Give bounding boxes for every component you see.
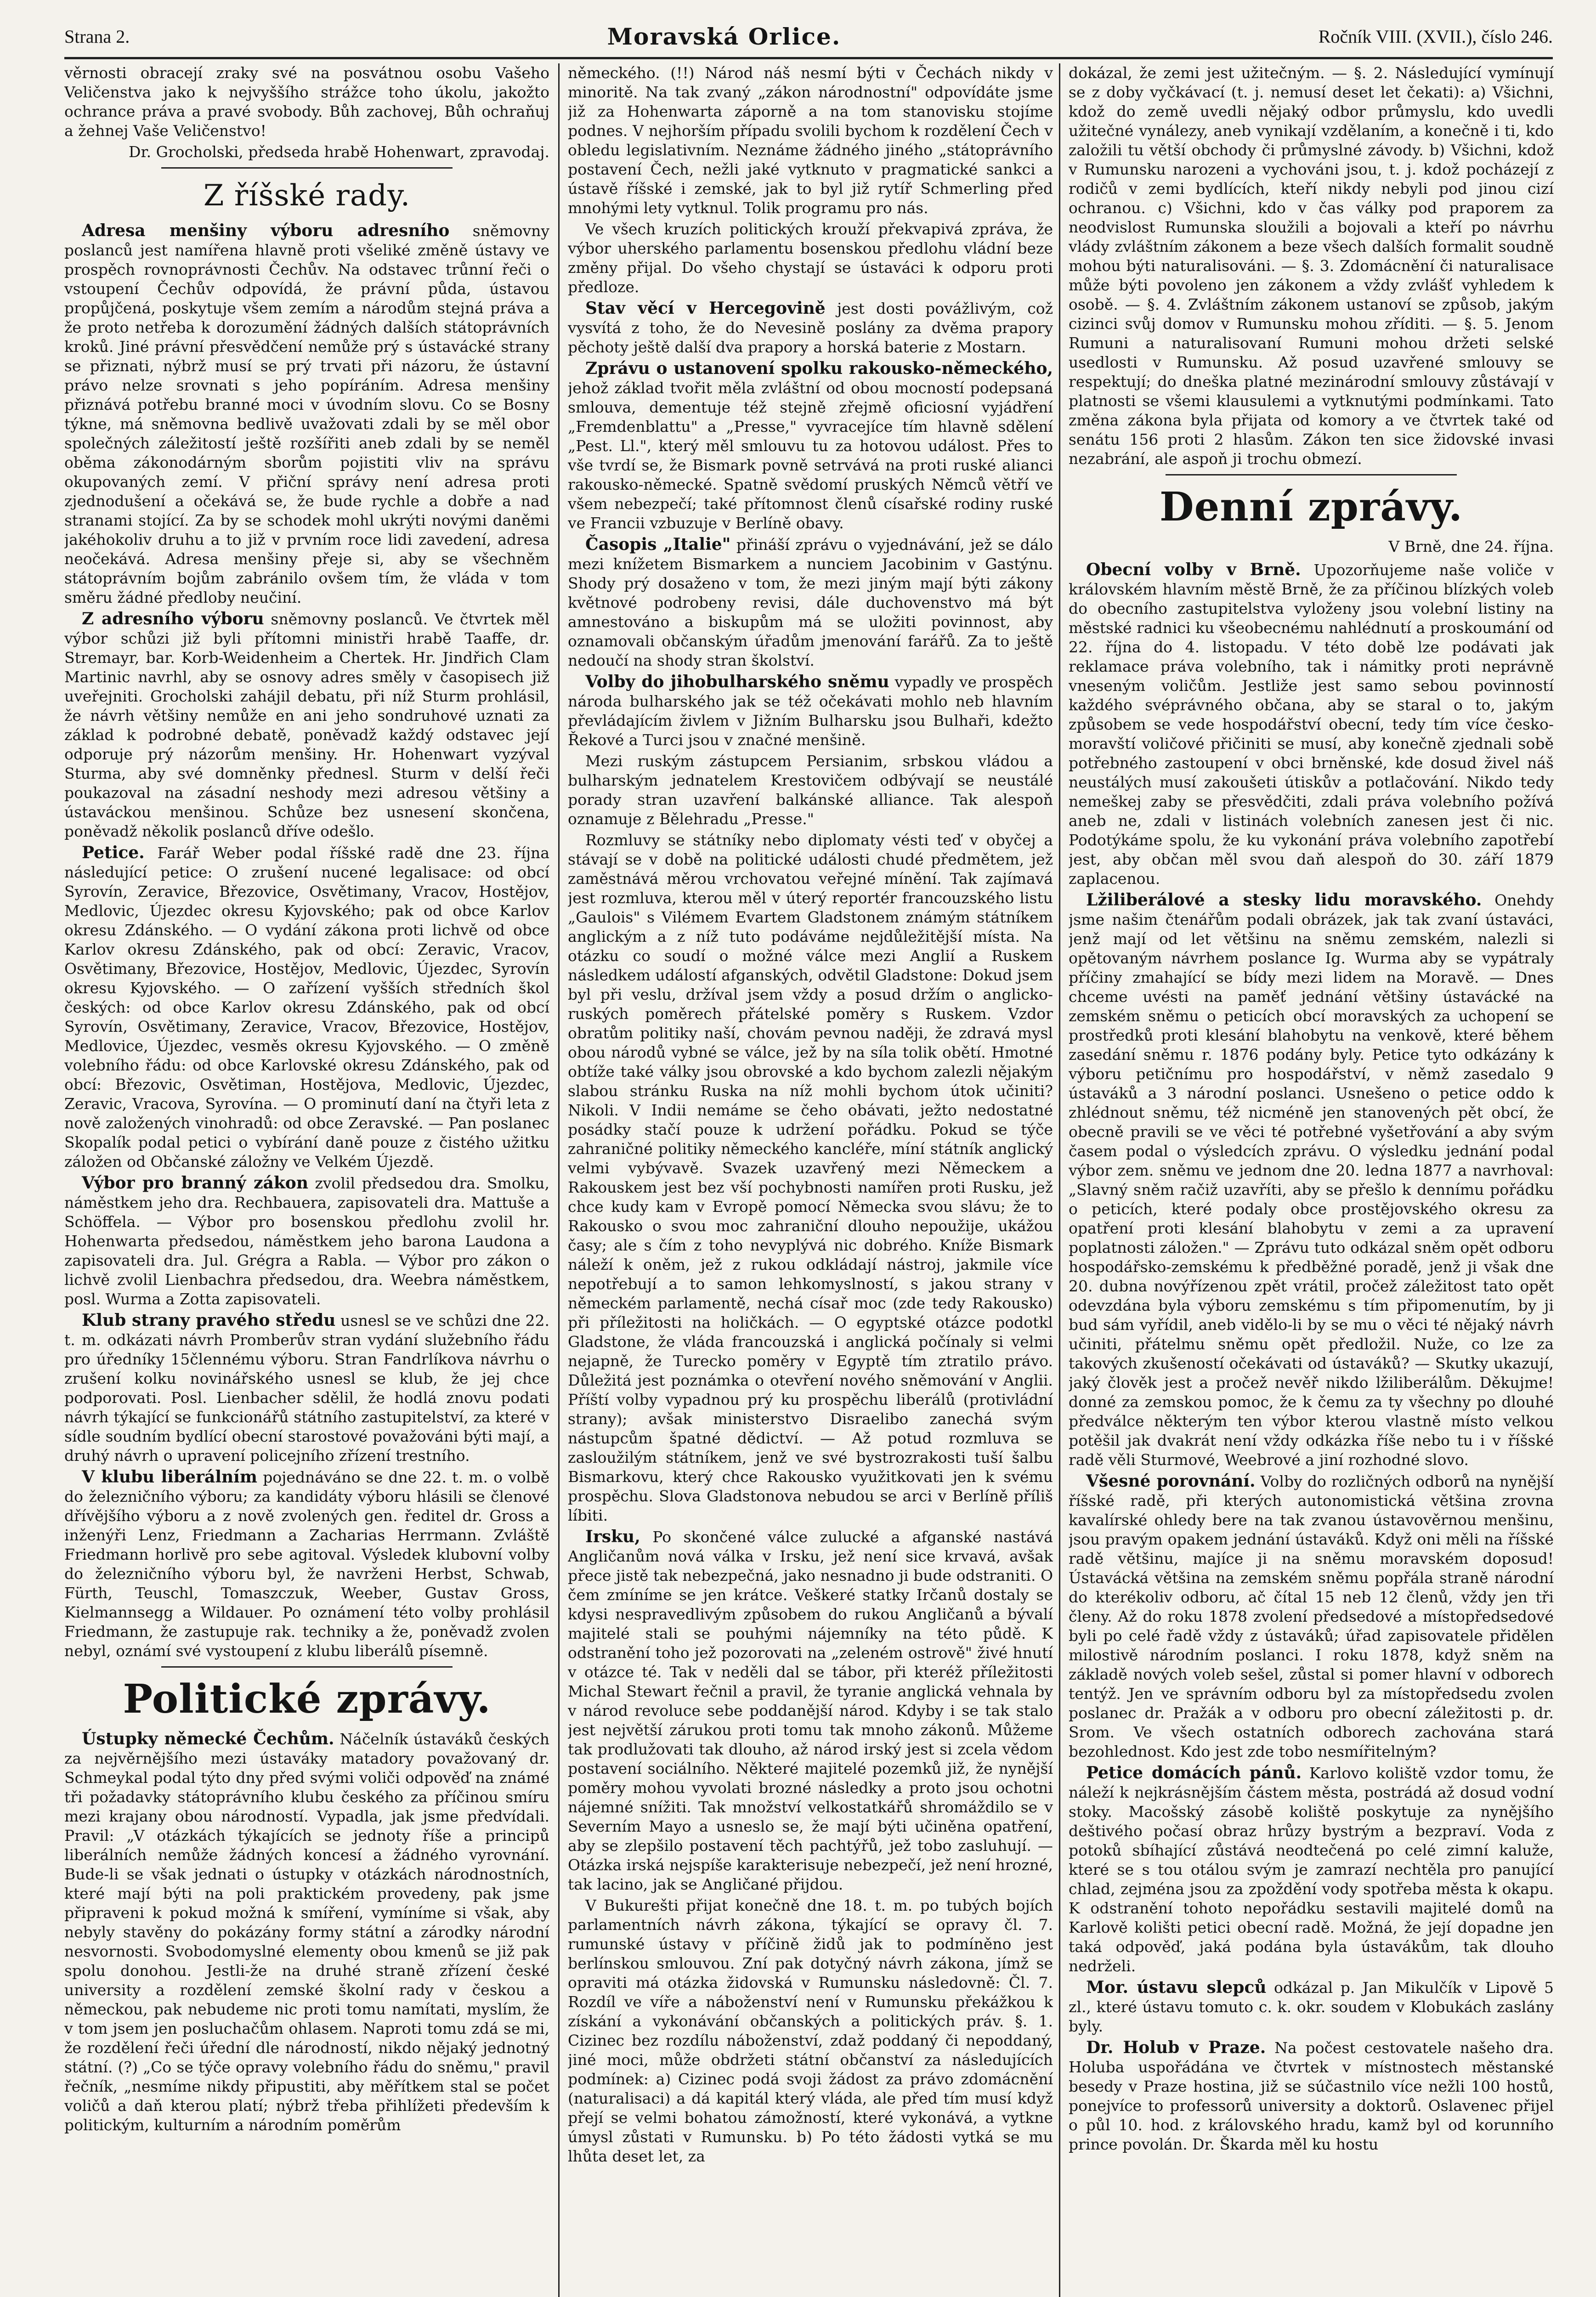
page-header [64, 16, 1553, 59]
column-2 [568, 63, 1053, 2297]
article-text: přináší zprávu o vyjednávání, jež se dálo mezi knížetem Bismarkem a nunciem Jacobinim v Gastýnu. Shody prý dosaženo v tom, že mezi jiným mají býti zákony květnové podrobeny revisi, dále duchovenstvo má být amnestováno a biskupům má se uložiti povinnost, aby oznamovali občanským úřadům jmenování farářů. Za to ještě nedoučí na shody stran školství. [568, 536, 1053, 669]
article-paragraph [1069, 560, 1554, 888]
article-paragraph [568, 299, 1053, 357]
article-paragraph [64, 1173, 549, 1309]
article-text: Mezi ruským zástupcem Persianim, srbskou vládou a bulharským jednatelem Krestovičem odbývají se neustálé porady stran uzavření balkánské alliance. Tak alespoň oznamuje z Bělehradu „Presse." [568, 752, 1053, 828]
section-title: Politické zprávy. [123, 1676, 491, 1722]
article-paragraph [1069, 890, 1554, 1470]
article-lead: V klubu liberálním [82, 1467, 257, 1487]
article-lead: Petice domácích pánů. [1086, 1763, 1302, 1782]
column-3 [1069, 63, 1554, 2297]
article-paragraph [568, 1527, 1053, 1894]
article-lead: Stav věcí v Hercegovině [585, 299, 826, 318]
article-text: jehož základ tvořit měla zvláštní od obou mocností podepsaná smlouva, dementuje též stejně zřejmě oficiosní vyjádření „Fremdenblattu" a „Presse," vyvracejíce tím hlavně sdělení „Pest. Ll.", který měl smlouvu tu za hotovou událost. Přes to vše tvrdí se, že Bismark povně setrvává na proti ruské alianci rakousko-německé. Spatně svědomí pruských Němců větří ve všem nebezpečí; také přítomnost členů císařské rodiny ruské ve Francii vzbuzuje v Berlíně obavy. [568, 379, 1053, 532]
article-text: vypadly ve prospěch národa bulharského jak se též očekávati mohlo neb hlavním převládajícím živlem v Jižním Bulharsku jsou Bulhaři, kdežto Řekové a Turci jsou v značné menšině. [568, 673, 1053, 749]
article-text: Ve všech kruzích politických krouží překvapivá zpráva, že výbor uherského parlamentu bosenskou předlohu vládní beze změny přijal. Do všeho chystají se ústaváci k odporu proti předloze. [568, 220, 1053, 296]
column-divider-2 [1059, 63, 1060, 2297]
section-divider [161, 1666, 453, 1668]
article-paragraph [568, 359, 1053, 533]
article-text: Volby do rozličných odborů na nynější říšské radě, při kterých autonomistická většina zrovna kavalírské ohledy bere na tak zvanou ústavověrnou menšinu, jsou pravým opakem jednání ústaváků. Když oni měli na říšské radě většinu, majíce ji na sněmu moravském doposud! Ústavácká většina na zemském sněmu popřála straně národní do kterékoliv odboru, ač čítal 15 neb 12 členů, vždy jen tři členy. Až do roku 1878 zvolení předsedové a místopředsedové byli po celé řadě vždy z ústaváků; úřad zapisovatele přidělen milostivě národním poslanci. I roku 1878, když sněm na základě nových voleb sešel, zůstal si pomer hlavní v odborech tentýž. Jen ve správním odboru byl za místopředsedu zvolen poslanec dr. Pražák a v odboru pro obecní záležitosti p. dr. Srom. Ve všech ostatních odborech zachována stará bezohlednost. Kdo jest zde tobo nesmířitelným? [1069, 1472, 1554, 1760]
article-text: pojednáváno se dne 22. t. m. o volbě do železničního výboru; za kandidáty výboru hlásili se členové dřívějšího výboru a z nově zvolených gen. ředitel dr. Gross a inženýři Lenz, Friedmann a Zacharias Herrmann. Zvláště Friedmann horlivě pro sebe agitoval. Výsledek klubovní volby do železničního výboru byl, že navrženi Herbst, Schwab, Fürth, Teuschl, Tomaszczuk, Weeber, Gustav Gross, Kielmannsegg a Wildauer. Po oznámení této volby prohlásil Friedmann, že zastupuje rak. techniky a že, poněvadž zvolen nebyl, oznámí své vystoupení z klubu liberálů písemně. [64, 1468, 549, 1660]
issue-info: Ročník VIII. (XVII.), číslo 246. [1318, 26, 1553, 47]
article-paragraph [64, 221, 549, 607]
article-text: Onehdy jsme našim čtenářům podali obrázek, jak tak zvaní ústaváci, jenž mají od let většinu na sněmu zemském, nalezli si opětovaným návrhem poslance Ig. Wurma aby se vypátraly příčiny zmahající se bídy mezi lidem na Moravě. — Dnes chceme uvésti na paměť jednání většiny ústavácké na zemském sněmu o peticích obcí moravských za uchopení se prostředků proti klesání blahobytu na venkově, které během zasedání sněmu r. 1876 podány byly. Petice tyto odkázány k výboru petičnímu pro hospodářství, v němž zasedalo 9 ústaváků a 3 národní poslanci. Usnešeno o petice oddo k zhlédnout sněmu, též nicméně jen stanovených pět obcí, že obecně pravili se ve věci té potřebné vyšetřování a aby svým časem podal o výsledcích zprávu. O výsledku jednání podal výbor zem. sněmu ve jednom dne 20. ledna 1877 a navrhoval: „Slavný sněm račiž uzavříti, aby se přešlo k dennímu pořádku o peticích, které podaly obce prostějovského okresu za opatření proti klesání blahobytu v zemi a za upravení poplatnosti záložen." — Zprávu tuto odkázal sněm opět odboru hospodářsko-zemskému k předběžné poradě, jenž ji však dne 20. dubna novýřízenou zpět vrátil, pročež záležitost tato opět odevzdána byla výboru zemskému s tím připomenutím, by ji bud sám vyřídil, aneb vidělo-li by se mu o věci té nějaký návrh učiniti, přátelmu sněmu opět předložil. Nuže, co lze za takových zkušeností očekávati od ústaváků? — Skutky ukazují, jaký člověk jest a pročež nevěř nikdo lžiliberálům. Děkujme! donné za zemskou pomoc, že k čemu za ty všechny po dlouhé předválce některým ten výbor kterou vlastně místo velkou potěšil jak dvakrát není vždy odkázka říše nebo tu i v říšské radě věli Sturmové, Weebrové a jiní rozhodné slovo. [1069, 891, 1554, 1469]
article-text: sněmovny poslanců jest namířena hlavně proti všeliké změně ústavy ve prospěch rovnoprávnosti Čechův. Na odstavec trůnní řeči o vstoupení Čechův odpovídá, že právní půda, ústavou propůjčená, poskytuje všem zemím a národům stejná práva a že proto netřeba k dorozumění žádných dalších státoprávních kroků. Jiné právní přesvědčení nemůže prý s ústavácké strany se přiznati, nýbrž musí se prý trvati při názoru, že ústavní právo nelze srovnati s jeho popíráním. Adresa menšiny přiznává potřebu branné moci v úvodním slovu. Co se Bosny týkne, má sněmovna bedlivě uvažovati zdali by se měl obor společných záležitostí ještě rozšířiti aneb zdali by se neměl oběma zákonodárným sborům pojistiti vliv na správu okupovaných zemí. V přiční správy není adresa proti zjednodušení a očekává se, že bude rychle a dobře a nad stranami stojící. Za by se schodek mohl ukrýti novými daněmi jakéhokoliv druhu a to již v prvním roce lidi zavedení, adresa neočekává. Adresa menšiny přeje si, aby se všechněm státoprávním bojům zabránilo ovšem tím, že vláda v tom směru žádné předloby neučiní. [64, 222, 549, 606]
article-lead: Klub strany pravého středu [82, 1311, 336, 1330]
article-text: Karlovo koliště vzdor tomu, že náleží k nejkrásnějším částem města, postrádá až dosud vodní stoky. Macošský zásobě koliště poskytuje za nynějšího deštivého počasí obraz hrůzy bystrým a bezpraví. Voda z potoků sbíhající zůstává neodtečená po celé zimní kaluže, které se s tou otálou svým je zamrazí nechtěla pro panující chlad, zejména jsou za zpoždění vody spotřeba města k okapu. K odstranění tohoto nepořádku sestavili majitelé domů na Karlově kolišti petici obecní radě. Možná, že její dopadne jen taká odpověď, jaká podána byla ústavákům, tak dlouho nedrželi. [1069, 1764, 1554, 1975]
signature: Dr. Grocholski, předseda hrabě Hohenwart, zpravodaj. [129, 143, 549, 161]
article-paragraph [568, 535, 1053, 670]
article-paragraph [568, 672, 1053, 750]
article-lead: Z adresního výboru [82, 609, 264, 628]
article-text: Po skončené válce zulucké a afganské nastává Angličanům nová válka v Irsku, jež není sice krvavá, avšak přece jistě tak nebezpečná, jako nesnadno ji bude odstraniti. O čem zmíníme se jen krátce. Veškeré statky Irčanů dostaly se kdysi nespravedlivým způsobem do rukou Angličanů a bývalí majitelé stali se pouhými nájemníky na této půdě. K odstranění toho jež pozorovati na „zeleném ostrově" živé hnutí v otázce té. Tak v neděli dal se tábor, při kteréž příležitosti Michal Stewart řečnil a pravil, že tyranie anglická vehnala by v národ revoluce sebe poddanější národ. Kdyby i se tak stalo jest největší zárukou proti tomu tak mnoho zákonů. Můžeme tak prodlužovati tak dlouho, až národ irský jest si zcela vědom postavení sociálního. Některé majitelé pozemků již, že nynější poměry mohou vyvolati brozné následky a proto jsou ochotni nájemné snížiti. Tak množství velkostatkářů shromáždilo se v Severním Mayo a usneslo se, že mají býti učiněna opatření, aby se zlepšilo postavení těch pachtýřů, jež tobo zasluhují. — Otázka irská nejspíše karakterisuje nebezpečí, jež není hrozné, tak lacino, jak se Angličané přijdou. [568, 1528, 1053, 1893]
article-lead: Dr. Holub v Praze. [1086, 2038, 1266, 2057]
article-text: Upozorňujeme naše voliče v královském hlavním městě Brně, že za příčinou blízkých voleb do obecního zastupitelstva vyloženy jsou volební listiny na městské radnici ku všeobecnému nahlédnutí a proskoumání od 22. října do 4. listopadu. V této době lze podávati jak reklamace práva volebního, tak i námitky proti neprávně vneseným voličům. Jestliže jest samo sebou povinností každého svéprávného občana, aby se staral o to, jakým způsobem se vede hospodářství obecní, tedy tím více česko-moravští voličové přičiniti se musí, aby konečně zjednali sobě potřebného zastoupení v obci brněnské, kde dosud živel náš neustálých musí zakoušeti útiskův a potlačování. Nikdo tedy nemeškej zaby se přesvědčiti, zdali práva volebního požívá aneb ne, zdali v listinách volebních zanesen jest či nic. Podotýkáme spolu, že ku vykonání práva volebního zapotřebí jest, aby občan měl svou daň alespoň do 30. září 1879 zaplacenou. [1069, 561, 1554, 888]
page-number: Strana 2. [64, 26, 130, 47]
article-text: jest dosti povážlivým, což vysvítá z toho, že do Nevesině poslány za dvěma prapory pěchoty ještě další dva prapory a horská baterie z Mostarn. [568, 300, 1053, 356]
article-paragraph [64, 843, 549, 1171]
article-text: Farář Weber podal říšské radě dne 23. října následující petice: O zrušení nucené legalisace: od obcí Syrovín, Zeravice, Březovice, Osvětimany, Vracov, Hostějov, Medlovic, Újezdec okresu Kyjovského; pak od obce Karlov okresu Zdánského. — O vydání zákona proti lichvě od obce Karlov okresu Zdánského, pak od obcí: Zeravic, Vracov, Osvětimany, Březovice, Hostějov, Medlovic, Újezdec, Syrovín okresu Kyjovského. — O zařízení vyšších středních škol českých: od obce Karlov okresu Zdánského, pak od obcí Syrovín, Osvětimany, Zeravice, Vracov, Březovice, Hostějov, Medlovice, Újezdec, vesměs okresu Kyjovského. — O změně volebního řádu: od obce Karlovské okresu Zdánského, pak od obcí: Březovic, Osvětiman, Hostějova, Medlovic, Újezdec, Zeravic, Vracova, Syrovína. — O prominutí daní na čtyři leta z nově založených vinohradů: od obce Zeravské. — Pan poslanec Skopalík podal petici o vybírání daně pouze z čistého užitku záložen od Občanské záložny ve Velkém Újezdě. [64, 844, 549, 1171]
section-title: Z říšské rady. [203, 179, 411, 213]
article-paragraph [64, 609, 549, 841]
article-text: usnesl se ve schůzi dne 22. t. m. odkázati návrh Promberův stran vydání služebního řádu pro úředníky 15člennému výboru. Stran Fandrlíkova návrhu o zrušení kolku novinářského usnesl se klub, že jej chce podporovati. Posl. Lienbacher sdělil, že hodlá znovu podati návrh týkající se funkcionářů státního zastupitelství, za které v sídle soudním bydlící obecní starostové považováni býti mají, a druhý návrh o upravení policejního zřízení trestního. [64, 1312, 549, 1465]
article-text: Náčelník ústaváků českých za nejvěrnějšího mezi ústaváky matadory považovaný dr. Schmeykal podal týto dny před svými voliči odpověď na známé tři požadavky státoprávního klubu českého za příčinou smíru mezi krajany obou národností. Vypadla, jak jsme předvídali. Pravil: „V otázkách týkajících se jednoty říše a principů liberálních nemůže žádných koncesí a žádného vyrovnání. Bude-li se však jednati o ústupky v otázkách národnostních, které mají býti na poli praktickém provedeny, pak jsme připraveni k pokud možná k smíření, vymíníme si však, aby nebyly stavěny do pokázány formy státní a zárodky národní nesvornosti. Svobodomyslné elementy obou kmenů se již pak spolu donohou. Jestli-že na druhé straně zřízení české university a rozdělení zemské školní rady v českou a německou, pak nebudeme nic proti tomu namítati, myslím, že v tom jsem jen posluchačům ohlasem. Naproti tomu zdá se mi, že rozdělení řeči úřední dle národností, nikdo nějaký jednotný státní. (?) „Co se týče opravy volebního řádu do sněmu," pravil řečník, „nesmíme nikdy připustiti, aby měřítkem stal se počet voličů a daň kterou platí; nýbrž třeba přihlížeti především k politickým, kulturním a národním poměrům [64, 1730, 549, 2134]
article-lead: Irsku, [585, 1527, 640, 1546]
dateline: V Brně, dne 24. října. [1388, 537, 1554, 555]
article-text: zvolil předsedou dra. Smolku, náměstkem jeho dra. Rechbauera, zapisovateli dra. Mattuše a Schöffela. — Výbor pro bosenskou předlohu zvolil hr. Hohenwarta předsedou, náměstkem jeho barona Laudona a zapisovateli dra. Jul. Grégra a Rabla. — Výbor pro zákon o lichvě zvolil Lienbachra předsedou, dra. Weebra náměstkem, posl. Wurma a Zotta zapisovateli. [64, 1174, 549, 1308]
article-paragraph [1069, 1978, 1554, 2036]
article-lead: Všesné porovnání. [1086, 1471, 1256, 1491]
column-1 [64, 63, 549, 2297]
article-lead: Ústupky německé Čechům. [82, 1729, 334, 1748]
article-paragraph [64, 1729, 549, 2135]
article-paragraph [1069, 1471, 1554, 1761]
masthead-title: Moravská Orlice. [607, 23, 841, 50]
article-text: dokázal, že zemi jest užitečným. — §. 2. Následující vymínují se z doby vyčkávací (t. j. nemusí deset let čekati): a) Všichni, kdož do země uvedli nějaký odbor průmyslu, kdo uvedli užitečné vynálezy, aneb vynikají vzdělaním, a konečně i ti, kdo založili tu větší obchody či průmyslné závody. b) Všichni, kdož v Rumunsku narozeni a vychováni jsou, t. j. kdož pocházejí z rodičů v zemi bydlících, kteří nikdy nebyli pod jinou cizí ochranou. c) Všichni, kdo v čas války pod praporem za neodvislost Rumunska sloužili a bojovali a kteří po návrhu vlády zvláštním zákonem a beze všech dalších formalit soudně mohou býti naturalisováni. — §. 3. Zdomácnění či naturalisace může býti povoleno jen zákonem a vždy zvlášť vyhledem k osobě. — §. 4. Zvláštním zákonem ustanoví se způsob, jakým cizinci svůj domov v Rumunsku mohou zříditi. — §. 5. Jenom Rumuni a naturalisovaní Rumuni mohou držeti selské usedlosti v Rumunsku. Až posud uzavřené smlouvy se respektují; do dneška platné mezinárodní smlouvy zůstávají v platnosti se všemi klausulemi a vytknutými podmínkami. Tato změna zákona byla přijata od komory a ve čtvrtek také od senátu 156 proti 2 hlasům. Zákon ten sice židovské invasi nezabrání, ale aspoň ji trochu obmezí. [1069, 64, 1554, 468]
article-lead: Adresa menšiny výboru adresního [82, 221, 450, 240]
article-text: věrnosti obracejí zraky své na posvátnou osobu Vašeho Veličenstva jako k nejvyššího strážce toho úkolu, jakožto ochrance práva a pravé svobody. Bůh zachovej, Bůh ochraňuj a žehnej Vaše Veličenstvo! [64, 64, 549, 140]
article-text: sněmovny poslanců. Ve čtvrtek měl výbor schůzi již byli přítomni ministři hrabě Taaffe, dr. Stremayr, bar. Korb-Weidenheim a Chertek. Hr. Jindřich Clam Martinic navrhl, aby se osnovy adres směly v časopisech již uveřejniti. Grocholski zahájil debatu, při níž Sturm prohlásil, že návrh většiny nemůže en ani jeho sondruhové uznati za základ k podrobné debatě, poněvadž každý odstavec její odporuje prý názorům menšiny. Hr. Hohenwart vyzýval Sturma, aby své domněnky přednesl. Sturm v delší řeči poukazoval na zásadní neshody mezi adresou většiny a ústaváckou menšinou. Schůze bez usnesení skončena, poněvadž několik poslanců dříve odešlo. [64, 610, 549, 840]
section-title: Denní zprávy. [1160, 484, 1463, 530]
article-text: odkázal p. Jan Mikulčík v Lipově 5 zl., které ústavu tomuto c. k. okr. soudem v Klobukách zaslány byly. [1069, 1979, 1554, 2035]
article-lead: Zprávu o ustanovení spolku rakousko-německého, [585, 359, 1053, 378]
article-paragraph [64, 1311, 549, 1465]
section-divider [1166, 474, 1457, 475]
article-lead: Mor. ústavu slepců [1086, 1978, 1267, 1997]
article-paragraph [64, 1467, 549, 1661]
article-lead: Obecní volby v Brně. [1086, 560, 1301, 579]
article-lead: Petice. [82, 843, 145, 862]
article-text: německého. (!!) Národ náš nesmí býti v Čechách nikdy v minoritě. Na tak zvaný „zákon národnostní" odpovídáte jsme již za Hohenwarta záporně a na tom stanovisku stojíme podnes. V nejhorším případu svolili bychom k rozdělení Čech v obledu legislativním. Neznáme žádného jiného „státoprávního postavení Čech, nežli jaké vytknuto v pragmatické sankci a ústavě říšské i zemské, jak to byl již rytíř Schmerling před mnohými lety vytknul. Tolik programu pro nás. [568, 64, 1053, 217]
article-text: Rozmluvy se státníky nebo diplomaty vésti teď v obyčej a stávají se v době na politické události chudé předmětem, jež zaměstnává měrou vrchovatou veřejné mínění. Tak zajímavá jest rozmluva, kterou měl v úterý reportér francouzského listu „Gaulois" s Vilémem Evartem Gladstonem známým státníkem anglickým a z níž tuto podáváme nejdůležitější místa. Na otázku co soudí o možné válce mezi Anglií a Ruskem následkem událostí afganských, odvětil Gladstone: Dokud jsem byl při veslu, držíval jsem vždy a posud držím o anglicko-ruských poměrech přátelské poměry s Ruskem. Vzdor obratům politiky naší, chovám pevnou naději, že zdravá mysl obou národů vybné se válce, jež by na síla tolik obětí. Hmotné obtíže také války jsou obrovské a kdo bychom zalezli nějakým slabou stránku Ruska na níž mohli bychom útok učiniti? Nikoli. V Indii nemáme se čeho obávati, ježto nedostatné posádky stačí pouze k udržení pořádku. Pokud se týče zahraničné politiky německého kancléře, míní státník anglický velmi vybývavě. Svazek uzavřený mezi Německem a Rakouskem jest bez vší pochybnosti namířen proti Rusku, jež chce kudy kam v Evropě pomocí Německa svou slávu; že to Rakousko o svou moc zahraniční dlouho nepoužije, ukážou časy; ale s čím z toho nevyplývá nic dobrého. Kníže Bismark náleží k oněm, jež z rukou odkládají nástroj, jakmile více nepotřebují a to samon lehkomyslností, s jakou strany v německém parlamentě, nechá císař moc (zde tedy Rakousko) při příležitosti na holičkách. — O egyptské otázce podotkl Gladstone, že vláda francouzská i anglická počínaly si velmi nejapně, že Turecko poměry v Egyptě tím ztratilo právo. Důležitá jest poznámka o otevření nového sněmování v Anglii. Příští volby vypadnou prý ku prospěchu liberálů (protivládní strany); avšak ministerstvo Disraelibo zanechá svým nástupcům špatné dědictví. — Až potud rozmluva se zasloužilým státníkem, jenž ve své bystrozrakosti tuší šalbu Bismarkovu, který chce Rakousko využitkovati jen k svému prospěchu. Slova Gladstonova nebudou se arci v Berlíně příliš líbiti. [568, 831, 1053, 1524]
article-lead: Výbor pro branný zákon [82, 1173, 308, 1193]
article-lead: Volby do jihobulharského sněmu [585, 672, 889, 691]
article-lead: Časopis „Italie" [585, 535, 731, 554]
article-paragraph [1069, 2038, 1554, 2154]
article-text: Na počest cestovatele našeho dra. Holuba uspořádána ve čtvrtek v místnostech městanské besedy v Praze hostina, již se súčastnilo více nežli 100 hostů, ponejvíce to professorů university a doktorů. Oslavenec přijel o půl 10. hod. z královského hradu, kamž byl od korunního prince povolán. Dr. Škarda měl ku hostu [1069, 2039, 1554, 2153]
article-lead: Lžiliberálové a stesky lidu moravského. [1086, 890, 1482, 910]
section-divider [161, 167, 453, 169]
column-divider-1 [558, 63, 560, 2297]
article-text: V Bukurešti přijat konečně dne 18. t. m. po tubých bojích parlamentních návrh zákona, týkající se opravy čl. 7. rumunské ústavy v příčině židů jak to podmíněno jest berlínskou smlouvou. Zní pak dotyčný návrh zákona, jímž se opraviti má otázka židovská v Rumunsku následovně: Čl. 7. Rozdíl ve víře a náboženství není v Rumunsku překážkou k získání a vykonávání občanských a politických práv. §. 1. Cizinec bez rozdílu náboženství, zdaž poddaný či nepoddaný, jiné moci, může obdržeti státní občanství za následujících podmínek: a) Cizinec podá svoji žádost za právo zdomácnění (naturalisaci) a dá kapitál který vláda, ale před tím musí když přejí se velmi bohatou zámožností, které vykonává, a vytkne úmysl zůstati v Rumunsku. b) Po této žádosti vytká se mu lhůta deset let, za [568, 1896, 1053, 2165]
article-paragraph [1069, 1763, 1554, 1976]
